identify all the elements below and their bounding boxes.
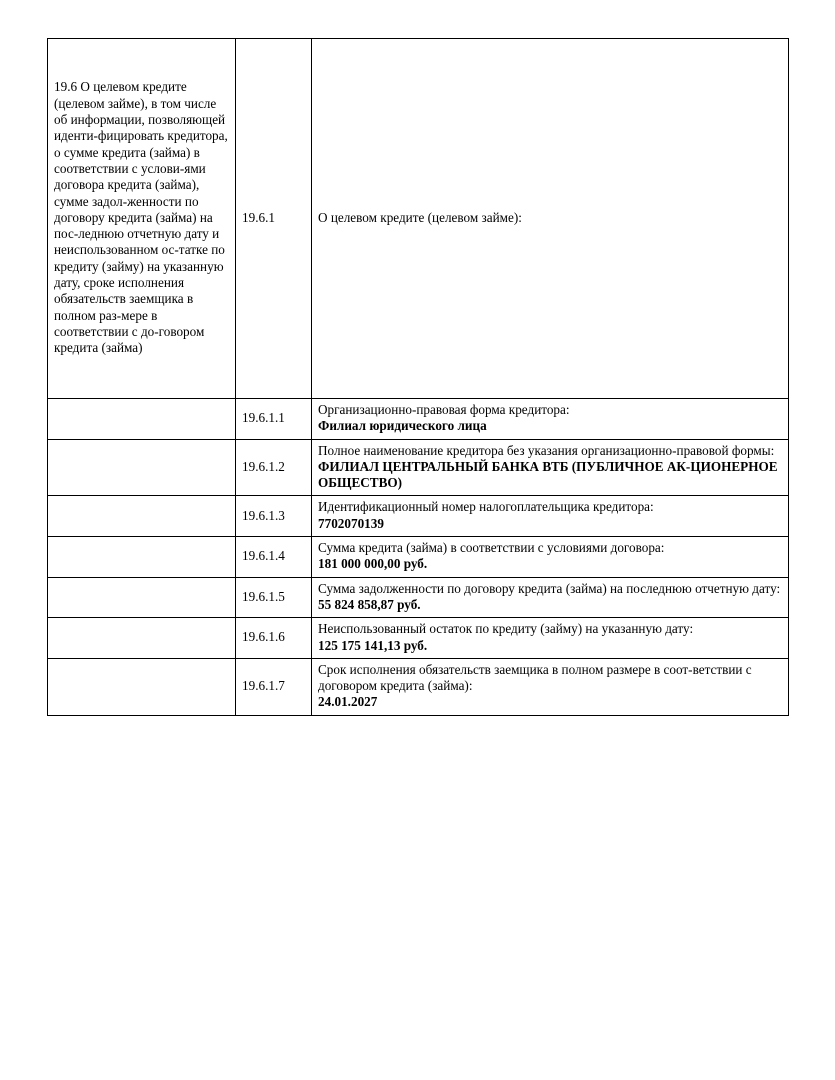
table-row [48, 496, 789, 537]
row-code: 19.6.1.5 [236, 577, 312, 618]
row-content [312, 399, 789, 440]
table-row [48, 399, 789, 440]
row-label: Сумма кредита (займа) в соответствии с условиями договора: [318, 540, 665, 556]
row-label: Идентификационный номер налогоплательщика кредитора: [318, 499, 654, 515]
row-content [312, 496, 789, 537]
row-code: 19.6.1.4 [236, 537, 312, 578]
row-label: О целевом кредите (целевом займе): [318, 209, 522, 225]
row-content [312, 439, 789, 496]
row-label: Сумма задолженности по договору кредита (займа) на последнюю отчетную дату: [318, 580, 781, 596]
table-row [48, 658, 789, 715]
row-label: Срок исполнения обязательств заемщика в полном размере в соот-ветствии с договором кредита (займа): [318, 661, 752, 694]
table-row [48, 39, 789, 399]
empty-left-cell [48, 496, 236, 537]
row-code: 19.6.1 [236, 39, 312, 399]
row-value: 181 000 000,00 руб. [318, 556, 428, 572]
row-value: 55 824 858,87 руб. [318, 596, 421, 612]
row-value: Филиал юридического лица [318, 418, 487, 434]
empty-left-cell [48, 439, 236, 496]
row-content [312, 537, 789, 578]
empty-left-cell [48, 399, 236, 440]
row-code: 19.6.1.1 [236, 399, 312, 440]
row-code: 19.6.1.6 [236, 618, 312, 659]
row-content [312, 658, 789, 715]
row-value: 125 175 141,13 руб. [318, 637, 428, 653]
table-row [48, 618, 789, 659]
table-row [48, 439, 789, 496]
row-label: Полное наименование кредитора без указания организационно-правовой формы: [318, 442, 775, 458]
row-label: Организационно-правовая форма кредитора: [318, 402, 570, 417]
row-label: Неиспользованный остаток по кредиту (займу) на указанную дату: [318, 621, 694, 637]
table-row [48, 537, 789, 578]
empty-left-cell [48, 537, 236, 578]
row-content [312, 39, 789, 399]
table-row [48, 577, 789, 618]
credit-info-table [47, 38, 789, 716]
empty-left-cell [48, 577, 236, 618]
row-code: 19.6.1.7 [236, 658, 312, 715]
section-description-cell: 19.6 О целевом кредите (целевом займе), в том числе об информации, позволяющей иденти-фицировать кредитора, о сумме кредита (займа) в соответствии с услови-ями договора кредита (займа), сумме задол-женности по договору кредита (займа) на пос-леднюю отчетную дату и неиспользованном ос-татке по кредиту (займу) на указанную дату, сроке исполнения обязательств заемщика в полном раз-мере в соответствии с до-говором кредита (займа) [48, 39, 236, 399]
empty-left-cell [48, 618, 236, 659]
row-code: 19.6.1.3 [236, 496, 312, 537]
row-value: 24.01.2027 [318, 694, 378, 710]
row-code: 19.6.1.2 [236, 439, 312, 496]
row-content [312, 577, 789, 618]
empty-left-cell [48, 658, 236, 715]
row-content [312, 618, 789, 659]
row-value: 7702070139 [318, 515, 384, 531]
row-value: ФИЛИАЛ ЦЕНТРАЛЬНЫЙ БАНКА ВТБ (ПУБЛИЧНОЕ АК-ЦИОНЕРНОЕ ОБЩЕСТВО) [318, 458, 778, 491]
